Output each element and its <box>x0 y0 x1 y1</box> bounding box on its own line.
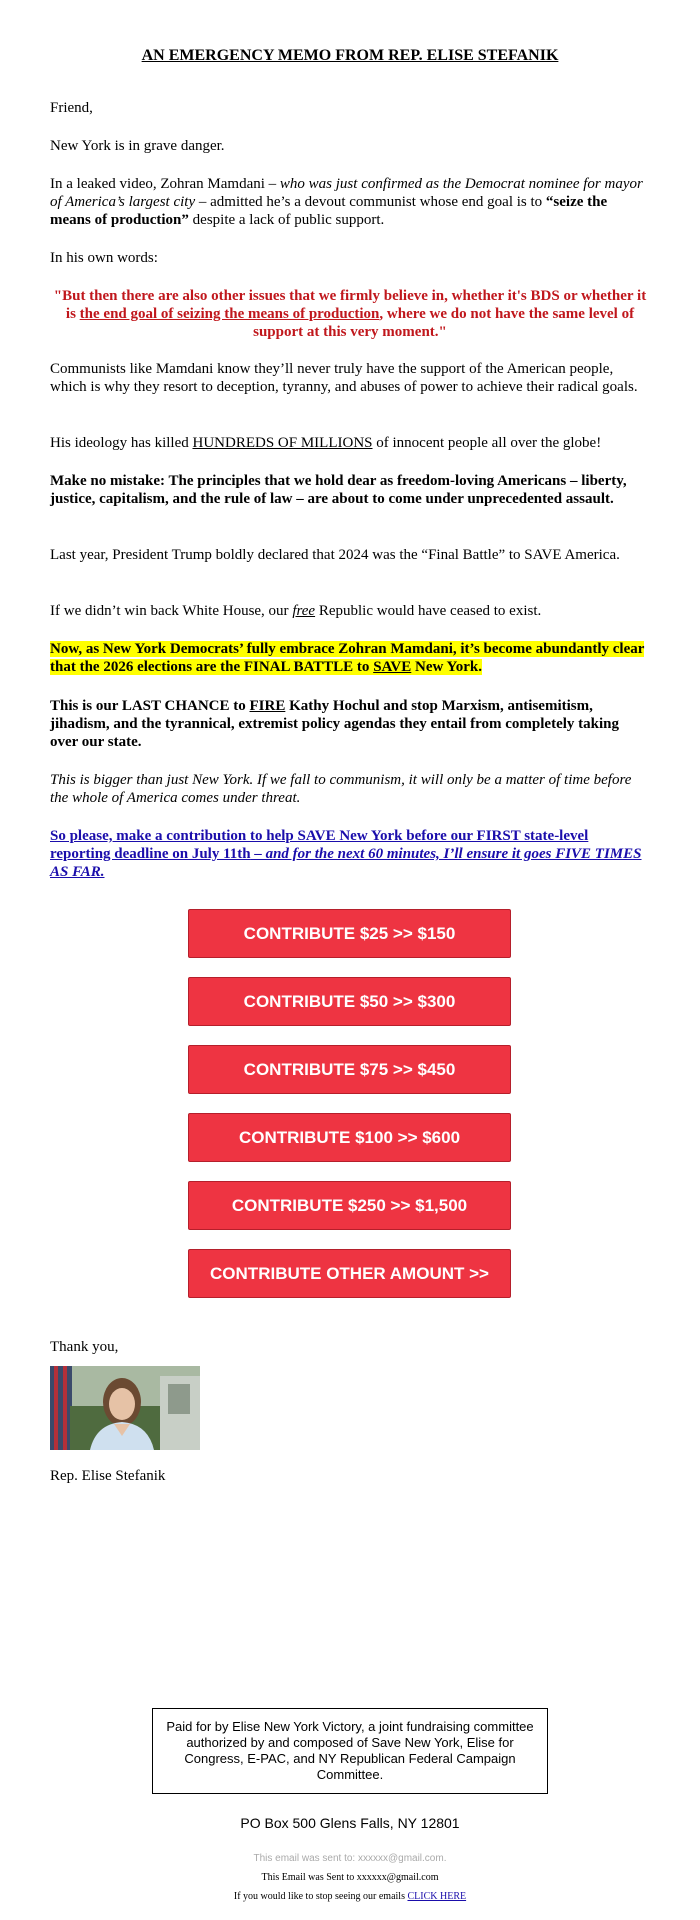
unsubscribe-link[interactable]: CLICK HERE <box>407 1891 467 1902</box>
paragraph-own-words: In his own words: <box>50 250 158 266</box>
mailing-address: PO Box 500 Glens Falls, NY 12801 <box>240 1815 460 1831</box>
greeting: Friend, <box>50 100 93 116</box>
contribute-75-button[interactable]: CONTRIBUTE $75 >> $450 <box>188 1045 511 1094</box>
paragraph-make-no-mistake: Make no mistake: The principles that we hold dear as freedom-loving Americans – liberty, justice, capitalism, and the rule of law – are about to come under unprecedented assault. <box>50 473 627 507</box>
paragraph-final-battle: Now, as New York Democrats’ fully embrace Zohran Mamdani, it’s become abundantly clear that the 2026 elections are the FINAL BATTLE to SAVE New York. <box>50 641 645 675</box>
contribute-100-button[interactable]: CONTRIBUTE $100 >> $600 <box>188 1113 511 1162</box>
contribute-250-button[interactable]: CONTRIBUTE $250 >> $1,500 <box>188 1181 511 1230</box>
paragraph-bigger: This is bigger than just New York. If we fall to communism, it will only be a matter of time before the whole of America comes under threat. <box>50 772 632 806</box>
paragraph-communists: Communists like Mamdani know they’ll never truly have the support of the American people, which is why they resort to deception, tyranny, and abuses of power to achieve their radical goals. <box>50 361 638 395</box>
paid-for-disclaimer: Paid for by Elise New York Victory, a joint fundraising committee authorized by and composed of Save New York, Elise for Congress, E-PAC, and NY Republican Federal Campaign Committee. <box>152 1708 548 1794</box>
paragraph-danger: New York is in grave danger. <box>50 138 225 154</box>
paragraph-ideology: His ideology has killed HUNDREDS OF MILLIONS of innocent people all over the globe! <box>50 435 602 451</box>
sent-to-notice: This email was sent to: xxxxxx@gmail.com. <box>253 1853 447 1864</box>
thank-you: Thank you, <box>50 1339 119 1355</box>
contribute-25-button[interactable]: CONTRIBUTE $25 >> $150 <box>188 909 511 958</box>
sent-to-notice-2: This Email was Sent to xxxxxx@gmail.com <box>261 1872 439 1883</box>
unsubscribe-line: If you would like to stop seeing our emails CLICK HERE <box>233 1891 467 1902</box>
contribute-other-button[interactable]: CONTRIBUTE OTHER AMOUNT >> <box>188 1249 511 1298</box>
memo-title: AN EMERGENCY MEMO FROM REP. ELISE STEFANIK <box>141 47 559 64</box>
paragraph-last-chance: This is our LAST CHANCE to FIRE Kathy Hochul and stop Marxism, antisemitism, jihadism, and the tyrannical, extremist policy agendas they entail from completely taking over our state. <box>50 698 620 750</box>
paragraph-trump: Last year, President Trump boldly declared that 2024 was the “Final Battle” to SAVE America. <box>50 547 620 563</box>
quote-block: "But then there are also other issues that we firmly believe in, whether it's BDS or whether it is the end goal of seizing the means of production, where we do not have the same level of support at this very moment." <box>53 288 647 340</box>
contribute-50-button[interactable]: CONTRIBUTE $50 >> $300 <box>188 977 511 1026</box>
signature-name: Rep. Elise Stefanik <box>50 1468 166 1484</box>
contribution-link[interactable]: So please, make a contribution to help SAVE New York before our FIRST state-level reporting deadline on July 11th – and for the next 60 minutes, I’ll ensure it goes FIVE TIMES AS FAR. <box>50 828 642 880</box>
stefanik-photo <box>50 1366 200 1450</box>
paragraph-free-republic: If we didn’t win back White House, our free Republic would have ceased to exist. <box>50 603 542 619</box>
paragraph-leaked-video: In a leaked video, Zohran Mamdani – who was just confirmed as the Democrat nominee for mayor of America’s largest city – admitted he’s a devout communist whose end goal is to “seize the means of production” despite a lack of public support. <box>50 176 643 228</box>
